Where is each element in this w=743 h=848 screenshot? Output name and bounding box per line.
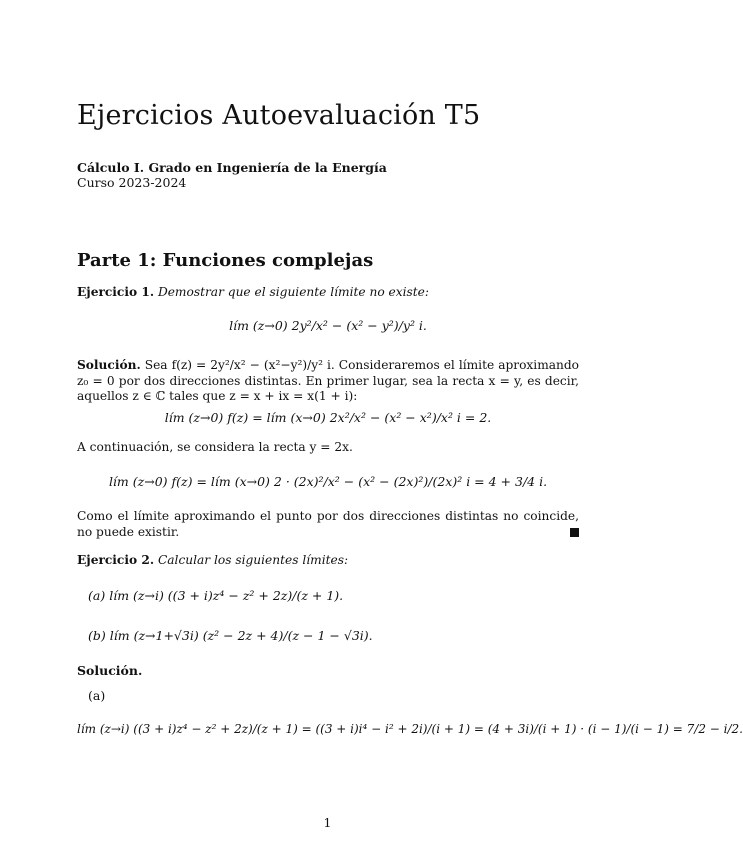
solution-label: Solución. [77,358,141,372]
item-b-expression: lím (z→1+√3i) (z² − 2z + 4)/(z − 1 − √3i). [109,628,373,643]
document-subtitle: Cálculo I. Grado en Ingeniería de la Energía [77,160,387,175]
exercise-1-limit: lím (z→0) 2y²/x² − (x² − y²)/y² i. [229,318,427,333]
exercise-2-label: Ejercicio 2. [77,553,155,567]
item-b-label: (b) [88,628,106,643]
course-year: Curso 2023-2024 [77,175,187,190]
exercise-1-label: Ejercicio 1. [77,285,155,299]
page-number: 1 [323,815,332,830]
solution-equation-1: lím (z→0) f(z) = lím (x→0) 2x²/x² − (x² − x²)/x² i = 2. [164,410,492,425]
exercise-1-statement [77,285,579,301]
solution-line-2: A continuación, se considera la recta y = 2x. [77,440,353,454]
section-heading: Parte 1: Funciones complejas [77,250,374,271]
exercise-1-text: Demostrar que el siguiente límite no existe: [157,285,429,299]
solution-a-label: (a) [88,688,106,703]
solution-a-equation: lím (z→i) ((3 + i)z⁴ − z² + 2z)/(z + 1) = ((3 + i)i⁴ − i² + 2i)/(i + 1) = (4 + 3i)/(i + 1) · (i − 1)/(i − 1) = 7/2 − i/2. [77,722,743,736]
item-a-expression: lím (z→i) ((3 + i)z⁴ − z² + 2z)/(z + 1). [109,588,344,603]
exercise-1-solution [77,358,579,405]
solution-conclusion: Como el límite aproximando el punto por dos direcciones distintas no coincide, no puede existir. [77,509,579,539]
solution-equation-2: lím (z→0) f(z) = lím (x→0) 2 · (2x)²/x² − (x² − (2x)²)/(2x)² i = 4 + 3/4 i. [108,474,548,489]
item-a [88,588,343,603]
item-b [88,628,373,643]
solution-text: Sea f(z) = 2y²/x² − (x²−y²)/y² i. Consideraremos el límite aproximando z₀ = 0 por dos direcciones distintas. En primer lugar, sea la recta x = y, es decir, aquellos z ∈ ℂ tales que z = x + ix = x(1 + i): [77,358,580,404]
page-title: Ejercicios Autoevaluación T5 [77,100,481,131]
item-a-label: (a) [88,588,106,603]
qed-square [570,528,579,537]
exercise-2-statement [77,553,579,569]
exercise-2-solution-label: Solución. [77,663,143,678]
exercise-2-text: Calcular los siguientes límites: [157,553,349,567]
